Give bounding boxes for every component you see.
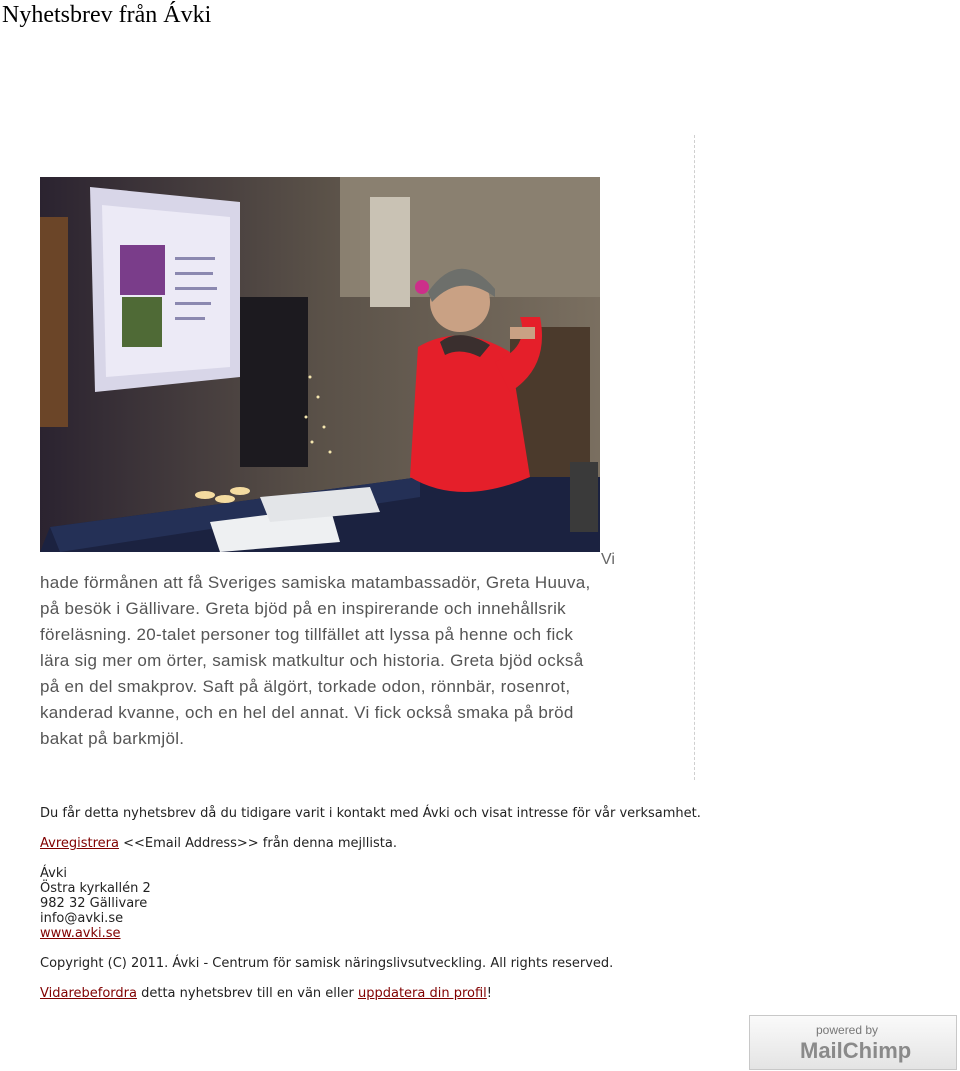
mailchimp-logo: MailChimp [800, 1038, 912, 1063]
forward-end-text: ! [486, 986, 493, 1001]
copyright-text: Copyright (C) 2011. Ávki - Centrum för samisk näringslivsutveckling. All rights reserved. [40, 956, 614, 971]
street-address: Östra kyrkallén 2 [40, 881, 151, 896]
mailchimp-badge[interactable] [749, 1015, 957, 1070]
powered-by-text: powered by [816, 1023, 879, 1037]
column-divider [694, 135, 695, 780]
event-photo [40, 177, 600, 552]
org-name: Ávki [40, 866, 67, 881]
article-lead-word: Vi [601, 551, 615, 568]
unsubscribe-line [40, 836, 397, 851]
forward-text: detta nyhetsbrev till en vän eller [136, 986, 358, 1001]
contact-email: info@avki.se [40, 911, 124, 926]
city-address: 982 32 Gällivare [40, 896, 148, 911]
subscription-notice: Du får detta nyhetsbrev då du tidigare varit i kontakt med Ávki och visat intresse för vår verksamhet. [40, 806, 701, 821]
website-link[interactable]: www.avki.se [40, 926, 121, 941]
postal-address [40, 866, 151, 941]
newsletter-title: Nyhetsbrev från Ávki [2, 2, 212, 28]
forward-link[interactable]: Vidarebefordra [40, 986, 137, 1001]
article-body: hade förmånen att få Sveriges samiska matambassadör, Greta Huuva, på besök i Gällivare. Greta bjöd på en inspirerande och innehållsrik föreläsning. 20-talet personer tog tillfället att lyssa på henne och fick lära sig mer om örter, samisk matkultur och historia. Greta bjöd också på en del smakprov. Saft på älgört, torkade odon, rönnbär, rosenrot, kanderad kvanne, och en hel del annat. Vi fick också smaka på bröd bakat på barkmjöl. [40, 573, 591, 748]
unsubscribe-link[interactable]: Avregistrera [40, 836, 119, 851]
unsubscribe-text: <<Email Address>> från denna mejllista. [118, 836, 397, 851]
forward-line [40, 986, 492, 1001]
update-profile-link[interactable]: uppdatera din profil [357, 986, 487, 1001]
